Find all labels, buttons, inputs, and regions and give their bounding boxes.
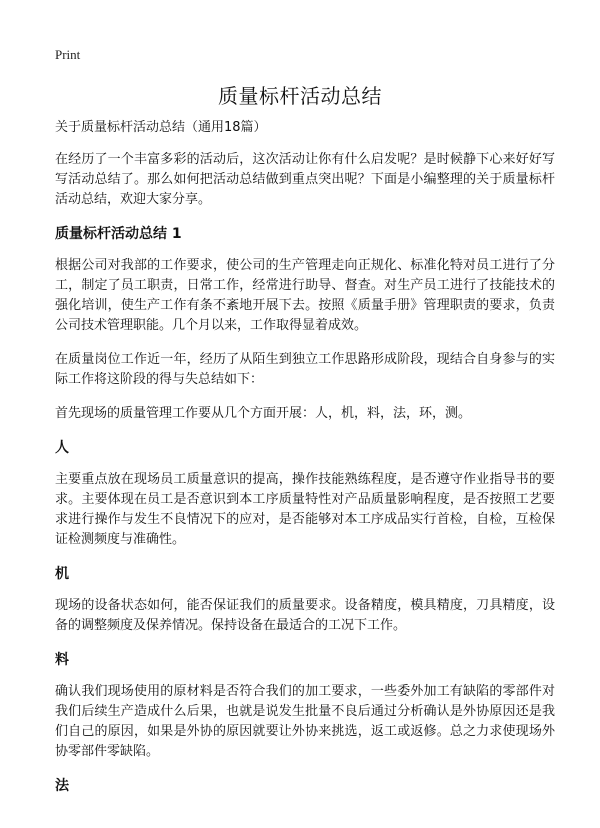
document-subtitle: 关于质量标杆活动总结（通用18篇） [55,120,267,135]
paragraph-ren: 主要重点放在现场员工质量意识的提高，操作技能熟练程度，是否遵守作业指导书的要求。主要体现在员工是否意识到本工序质量特性对产品质量影响程度，是否按照工艺要求进行操作与发生不良情况下的应对，是否能够对本工序成品实行首检，自检，互检保证检测频度与准确性。 [55,472,555,547]
print-link[interactable]: Print [55,47,81,62]
article-body [55,118,555,808]
intro-paragraph: 在经历了一个丰富多彩的活动后，这次活动让你有什么启发呢？是时候静下心来好好写写活动总结了。那么如何把活动总结做到重点突出呢？下面是小编整理的关于质量标杆活动总结，欢迎大家分享。 [55,152,555,207]
paragraph-liao: 确认我们现场使用的原材料是否符合我们的加工要求，一些委外加工有缺陷的零部件对我们后续生产造成什么后果，也就是说发生批量不良后通过分析确认是外协原因还是我们自己的原因，如果是外协的原因就要让外协来挑选，返工或返修。总之力求使现场外协零部件零缺陷。 [55,684,555,759]
heading-ji: 机 [55,566,69,582]
paragraph-3: 首先现场的质量管理工作要从几个方面开展：人，机，料，法，环，测。 [55,406,472,421]
heading-fa: 法 [55,778,69,794]
paragraph-1: 根据公司对我部的工作要求，使公司的生产管理走向正规化、标准化特对员工进行了分工，制定了员工职责，日常工作，经常进行助导、督查。对生产员工进行了技能技术的强化培训，使生产工作有条不紊地开展下去。按照《质量手册》管理职责的要求，负责公司技术管理职能。几个月以来，工作取得显着成效。 [55,258,555,333]
heading-ren: 人 [55,440,69,456]
paragraph-ji: 现场的设备状态如何，能否保证我们的质量要求。设备精度，模具精度，刀具精度，设备的调整频度及保养情况。保持设备在最适合的工况下工作。 [55,598,555,633]
heading-liao: 料 [55,652,69,668]
paragraph-2: 在质量岗位工作近一年，经历了从陌生到独立工作思路形成阶段，现结合自身参与的实际工作将这阶段的得与失总结如下： [55,352,555,387]
page-title: 质量标杆活动总结 [218,84,382,108]
section-heading: 质量标杆活动总结 1 [55,226,182,242]
